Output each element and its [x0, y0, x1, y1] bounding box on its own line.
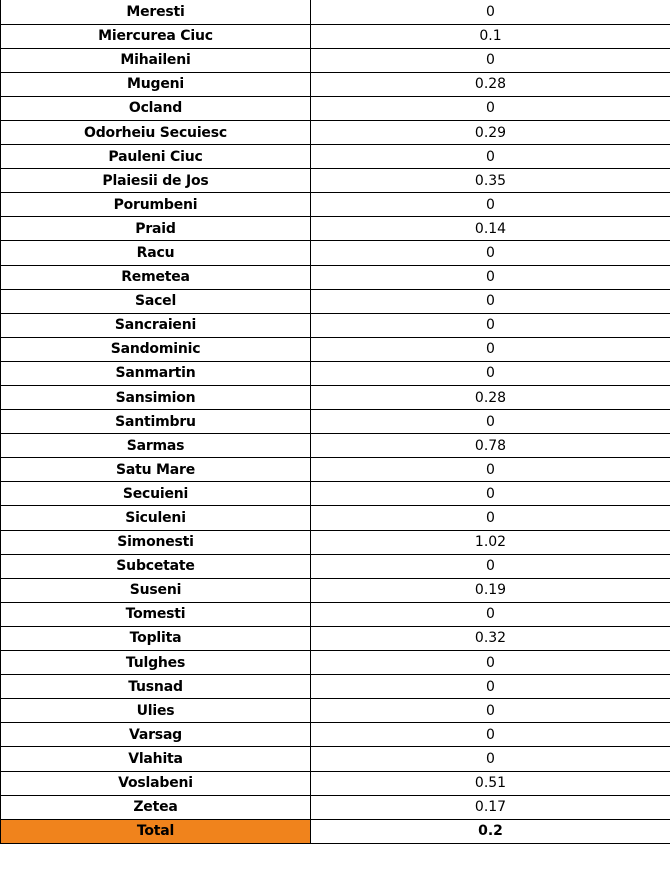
locality-name-cell: Varsag: [1, 723, 311, 747]
value-cell: 0.51: [311, 771, 670, 795]
table-row: [1, 795, 670, 819]
locality-name-cell: Remetea: [1, 265, 311, 289]
table-row: [1, 651, 670, 675]
locality-name-cell: Mugeni: [1, 72, 311, 96]
table-row: [1, 72, 670, 96]
table-row: [1, 0, 670, 24]
table-row: [1, 626, 670, 650]
locality-name-cell: Voslabeni: [1, 771, 311, 795]
table-row: [1, 120, 670, 144]
locality-name-cell: Suseni: [1, 578, 311, 602]
value-cell: 0: [311, 602, 670, 626]
value-cell: 0: [311, 313, 670, 337]
value-cell: 0: [311, 337, 670, 361]
table-row: [1, 506, 670, 530]
locality-name-cell: Simonesti: [1, 530, 311, 554]
table-row: [1, 289, 670, 313]
table-row: [1, 747, 670, 771]
value-cell: 0: [311, 0, 670, 24]
value-cell: 0: [311, 361, 670, 385]
value-cell: 0.14: [311, 217, 670, 241]
value-cell: 0: [311, 410, 670, 434]
table-row: [1, 265, 670, 289]
table-row: [1, 482, 670, 506]
value-cell: 0.17: [311, 795, 670, 819]
table-row: [1, 530, 670, 554]
value-cell: 0: [311, 747, 670, 771]
value-cell: 0.32: [311, 626, 670, 650]
table-body: [1, 0, 670, 843]
locality-name-cell: Subcetate: [1, 554, 311, 578]
value-cell: 0.28: [311, 72, 670, 96]
value-cell: 0: [311, 145, 670, 169]
locality-name-cell: Sarmas: [1, 434, 311, 458]
table-row: [1, 723, 670, 747]
locality-name-cell: Secuieni: [1, 482, 311, 506]
locality-name-cell: Racu: [1, 241, 311, 265]
locality-name-cell: Toplita: [1, 626, 311, 650]
locality-name-cell: Zetea: [1, 795, 311, 819]
locality-name-cell: Ocland: [1, 96, 311, 120]
value-cell: 0: [311, 482, 670, 506]
table-row: [1, 361, 670, 385]
table-row: [1, 169, 670, 193]
value-cell: 1.02: [311, 530, 670, 554]
table-row: [1, 241, 670, 265]
locality-name-cell: Tusnad: [1, 675, 311, 699]
locality-name-cell: Vlahita: [1, 747, 311, 771]
locality-name-cell: Tulghes: [1, 651, 311, 675]
table-row: [1, 193, 670, 217]
value-cell: 0.78: [311, 434, 670, 458]
locality-name-cell: Tomesti: [1, 602, 311, 626]
value-cell: 0: [311, 458, 670, 482]
locality-name-cell: Pauleni Ciuc: [1, 145, 311, 169]
total-row: [1, 819, 670, 843]
locality-name-cell: Sandominic: [1, 337, 311, 361]
table-row: [1, 410, 670, 434]
locality-name-cell: Porumbeni: [1, 193, 311, 217]
table-row: [1, 554, 670, 578]
table-row: [1, 145, 670, 169]
table-row: [1, 313, 670, 337]
table-row: [1, 602, 670, 626]
table-row: [1, 96, 670, 120]
locality-name-cell: Plaiesii de Jos: [1, 169, 311, 193]
value-cell: 0.19: [311, 578, 670, 602]
table-row: [1, 771, 670, 795]
table-row: [1, 675, 670, 699]
locality-name-cell: Sacel: [1, 289, 311, 313]
locality-name-cell: Odorheiu Secuiesc: [1, 120, 311, 144]
value-cell: 0.28: [311, 386, 670, 410]
table-row: [1, 48, 670, 72]
total-value-cell: 0.2: [311, 819, 670, 843]
locality-name-cell: Sancraieni: [1, 313, 311, 337]
table-row: [1, 699, 670, 723]
locality-name-cell: Mihaileni: [1, 48, 311, 72]
value-cell: 0: [311, 723, 670, 747]
value-cell: 0: [311, 193, 670, 217]
locality-name-cell: Satu Mare: [1, 458, 311, 482]
value-cell: 0.35: [311, 169, 670, 193]
value-cell: 0.1: [311, 24, 670, 48]
locality-name-cell: Meresti: [1, 0, 311, 24]
table-row: [1, 217, 670, 241]
locality-name-cell: Ulies: [1, 699, 311, 723]
table-row: [1, 434, 670, 458]
locality-name-cell: Sansimion: [1, 386, 311, 410]
value-cell: 0: [311, 48, 670, 72]
value-cell: 0.29: [311, 120, 670, 144]
table-row: [1, 337, 670, 361]
value-cell: 0: [311, 699, 670, 723]
value-cell: 0: [311, 289, 670, 313]
locality-name-cell: Sanmartin: [1, 361, 311, 385]
total-label-cell: Total: [1, 819, 311, 843]
table-row: [1, 24, 670, 48]
locality-name-cell: Miercurea Ciuc: [1, 24, 311, 48]
value-cell: 0: [311, 554, 670, 578]
table-row: [1, 386, 670, 410]
value-cell: 0: [311, 675, 670, 699]
value-cell: 0: [311, 506, 670, 530]
table-row: [1, 578, 670, 602]
value-cell: 0: [311, 241, 670, 265]
table-row: [1, 458, 670, 482]
value-cell: 0: [311, 96, 670, 120]
locality-name-cell: Santimbru: [1, 410, 311, 434]
locality-name-cell: Praid: [1, 217, 311, 241]
value-cell: 0: [311, 265, 670, 289]
locality-name-cell: Siculeni: [1, 506, 311, 530]
value-cell: 0: [311, 651, 670, 675]
